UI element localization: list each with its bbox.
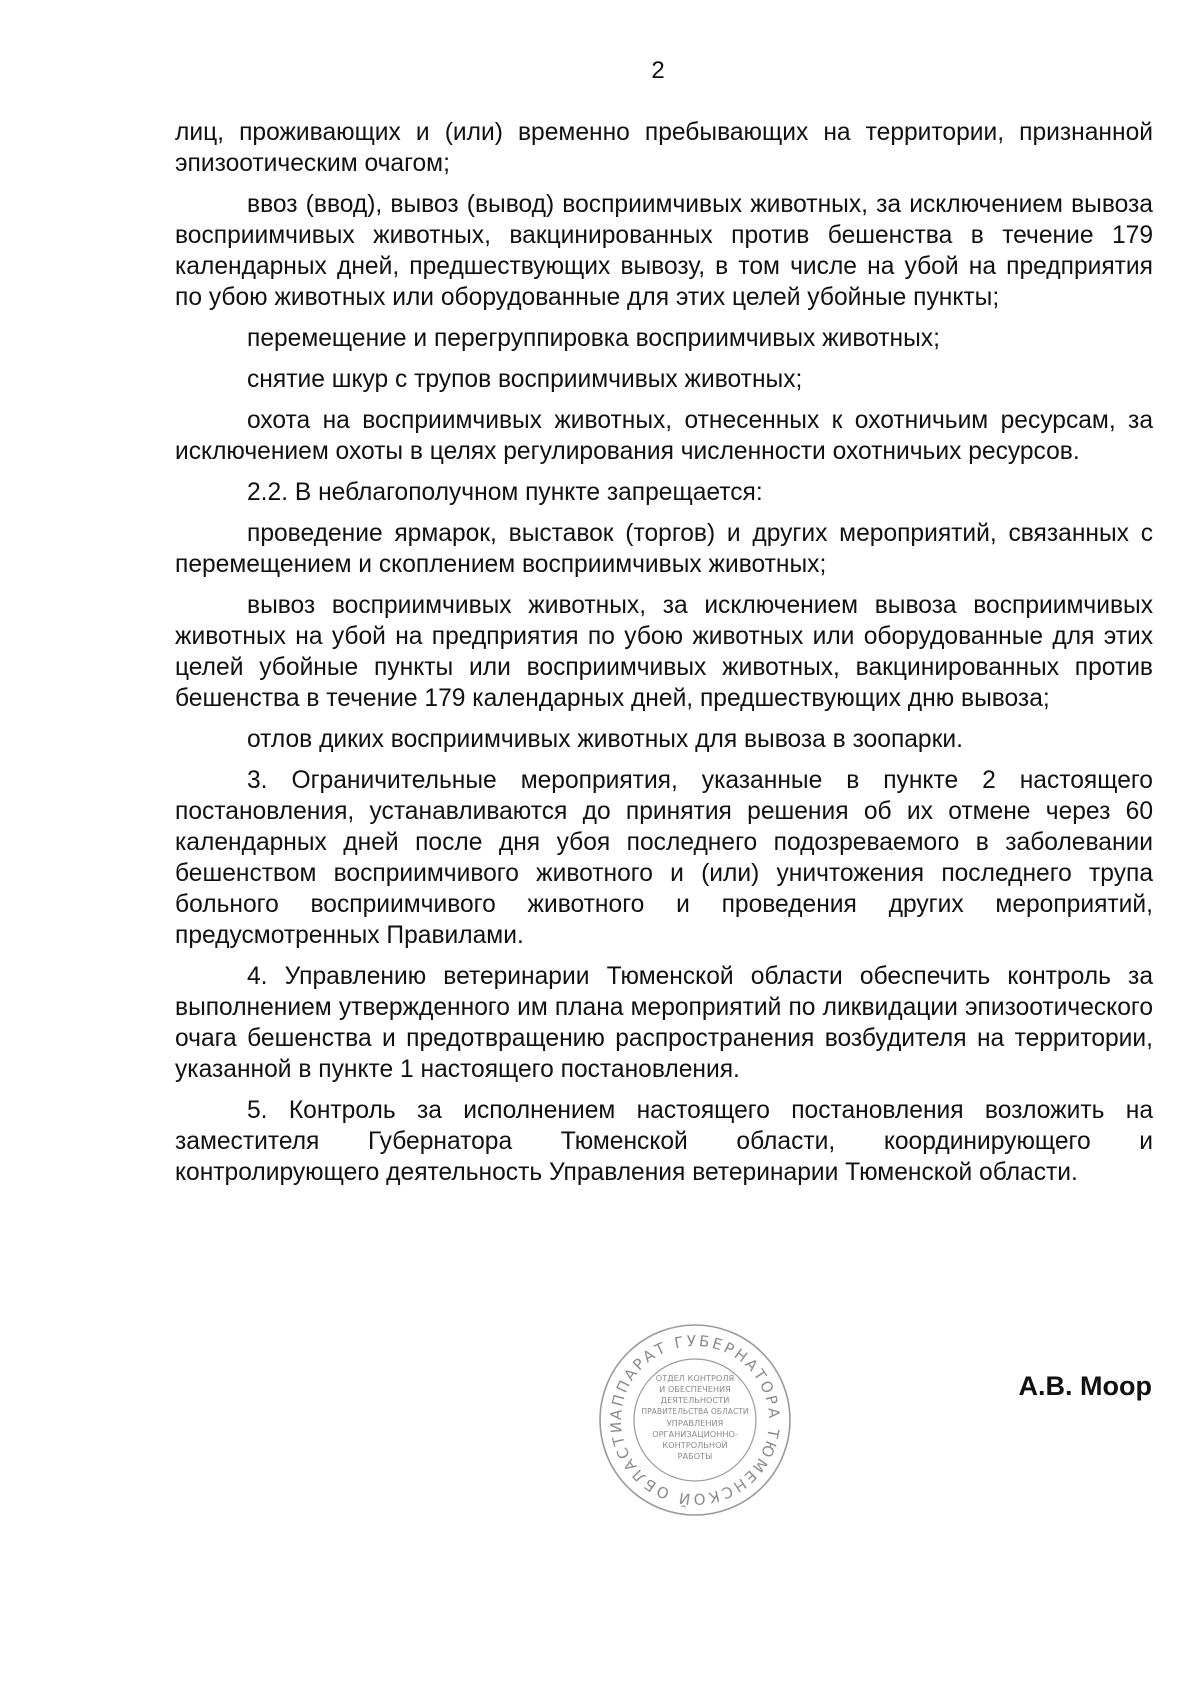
- paragraph: лиц, проживающих и (или) временно пребывающих на территории, признанной эпизоотическим очагом;: [175, 119, 1153, 177]
- paragraph: охота на восприимчивых животных, отнесенных к охотничьим ресурсам, за исключением охоты в целях регулирования численности охотничьих ресурсов.: [175, 407, 1153, 465]
- signature-name: А.В. Моор: [1018, 1371, 1152, 1401]
- paragraph: ввоз (ввод), вывоз (вывод) восприимчивых животных, за исключением вывоза восприимчивых животных, вакцинированных против бешенства в течение 179 календарных дней, предшествующих вывозу, в том числе на убой на предприятия по убою животных или оборудованные для этих целей убойные пункты;: [175, 191, 1153, 311]
- paragraph: 5. Контроль за исполнением настоящего постановления возложить на заместителя Губернатора Тюменской области, координирующего и контролирующего деятельность Управления ветеринарии Тюменской области.: [175, 1097, 1153, 1186]
- seal-graphic: [595, 1320, 795, 1520]
- paragraph: проведение ярмарок, выставок (торгов) и других мероприятий, связанных с перемещением и скоплением восприимчивых животных;: [175, 520, 1153, 578]
- paragraph: 3. Ограничительные мероприятия, указанные в пункте 2 настоящего постановления, устанавливаются до принятия решения об их отмене через 60 календарных дней после дня убоя последнего подозреваемого в заболевании бешенством восприимчивого животного и (или) уничтожения последнего трупа больного восприимчивого животного и проведения других мероприятий, предусмотренных Правилами.: [175, 767, 1153, 949]
- seal-line: ОТДЕЛ КОНТРОЛЯ: [655, 1373, 735, 1383]
- paragraph: снятие шкур с трупов восприимчивых животных;: [247, 366, 803, 393]
- document-body: [175, 117, 1153, 1198]
- seal-line: УПРАВЛЕНИЯ: [666, 1418, 724, 1428]
- paragraph: вывоз восприимчивых животных, за исключением вывоза восприимчивых животных на убой на предприятия по убою животных или оборудованные для этих целей убойные пункты или восприимчивых животных, вакцинированных против бешенства в течение 179 календарных дней, предшествующих дню вывоза;: [175, 592, 1153, 712]
- page-number: 2: [651, 57, 665, 84]
- official-seal: [595, 1320, 795, 1520]
- paragraph: 2.2. В неблагополучном пункте запрещается:: [247, 479, 763, 506]
- seal-line: РАБОТЫ: [677, 1451, 713, 1461]
- paragraph: отлов диких восприимчивых животных для вывоза в зоопарки.: [247, 726, 963, 753]
- paragraph: 4. Управлению ветеринарии Тюменской области обеспечить контроль за выполнением утвержденного им плана мероприятий по ликвидации эпизоотического очага бешенства и предотвращению распространения возбудителя на территории, указанной в пункте 1 настоящего постановления.: [175, 963, 1153, 1083]
- seal-line: ДЕЯТЕЛЬНОСТИ: [660, 1395, 730, 1405]
- seal-ring-textpath: АППАРАТ ГУБЕРНАТОРА ТЮМЕНСКОЙ ОБЛАСТИ: [606, 1331, 784, 1509]
- seal-line: ПРАВИТЕЛЬСТВА ОБЛАСТИ: [641, 1407, 749, 1416]
- paragraph: перемещение и перегруппировка восприимчивых животных;: [247, 325, 940, 352]
- seal-line: КОНТРОЛЬНОЙ: [662, 1440, 728, 1450]
- seal-line: ОРГАНИЗАЦИОННО-: [652, 1429, 738, 1439]
- seal-line: И ОБЕСПЕЧЕНИЯ: [659, 1384, 731, 1394]
